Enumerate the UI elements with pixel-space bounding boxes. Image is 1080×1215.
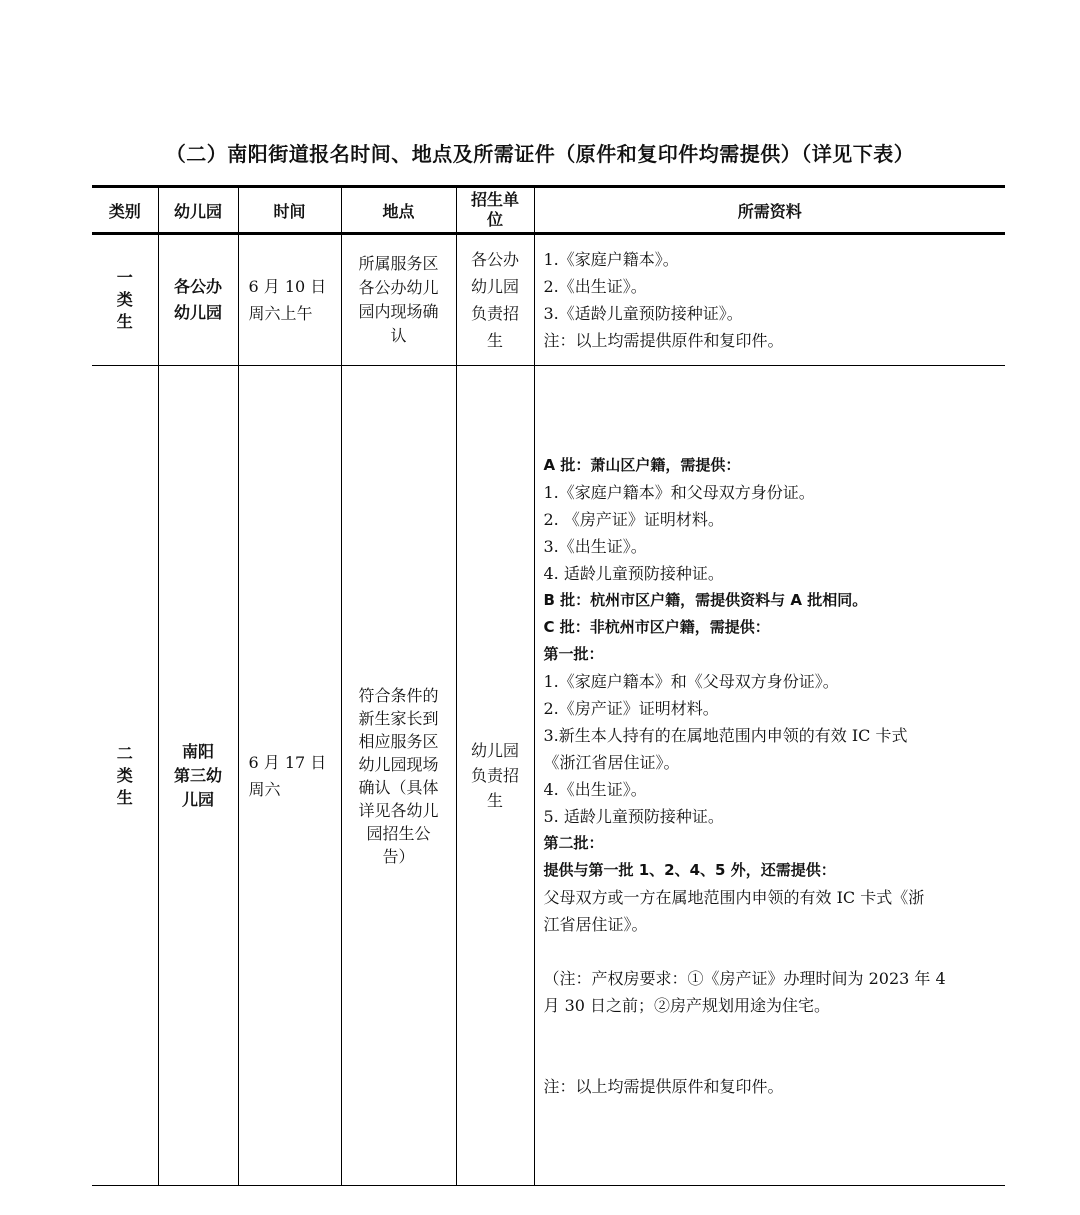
- table-row: [92, 366, 1005, 1186]
- header-unit: 招生单 位: [456, 187, 534, 234]
- row2-materials: A 批：萧山区户籍，需提供： 1.《家庭户籍本》和父母双方身份证。 2. 《房产证》证明材料。 3.《出生证》。 4. 适龄儿童预防接种证。 B 批：杭州市区户籍，需提供资料与 A 批相同。 C 批：非杭州市区户籍，需提供： 第一批： 1.《家庭户籍本》和《父母双方身份证》。 2.《房产证》证明材料。 3.新生本人持有的在属地范围内申领的有效 IC 卡式 《浙江省居住证》。 4.《出生证》。 5. 适龄儿童预防接种证。 第二批： 提供与第一批 1、2、4、5 外，还需提供： 父母双方或一方在属地范围内申领的有效 IC 卡式《浙 江省居住证》。 （注：产权房要求：①《房产证》办理时间为 2023 年 4 月 30 日之前；②房产规划用途为住宅。 注：以上均需提供原件和复印件。: [534, 366, 1005, 1186]
- row1-time: 6 月 10 日 周六上午: [238, 234, 341, 366]
- row1-materials: 1.《家庭户籍本》。 2.《出生证》。 3.《适龄儿童预防接种证》。 注：以上均需提供原件和复印件。: [534, 234, 1005, 366]
- header-category: 类别: [92, 187, 158, 234]
- header-materials: 所需资料: [534, 187, 1005, 234]
- header-time: 时间: [238, 187, 341, 234]
- row2-place: 符合条件的 新生家长到 相应服务区 幼儿园现场 确认（具体 详见各幼儿 园招生公 告）: [341, 366, 456, 1186]
- row1-kindergarten: 各公办 幼儿园: [158, 234, 238, 366]
- row2-time: 6 月 17 日 周六: [238, 366, 341, 1186]
- page-title: （二）南阳街道报名时间、地点及所需证件（原件和复印件均需提供）（详见下表）: [165, 142, 915, 166]
- second-batch-subheading: 提供与第一批 1、2、4、5 外，还需提供：: [543, 860, 836, 879]
- header-place: 地点: [341, 187, 456, 234]
- final-note: 注：以上均需提供原件和复印件。: [543, 1076, 784, 1096]
- batch-a-heading: A 批：萧山区户籍，需提供：: [543, 455, 741, 474]
- registration-table: [92, 185, 1005, 1186]
- row1-category: 一 类 生: [92, 234, 158, 366]
- first-batch-heading: 第一批：: [543, 644, 604, 663]
- row2-kindergarten: 南阳 第三幼 儿园: [158, 366, 238, 1186]
- row1-place: 所属服务区 各公办幼儿 园内现场确 认: [341, 234, 456, 366]
- second-batch-heading: 第二批：: [543, 833, 604, 852]
- table-header-row: [92, 187, 1005, 234]
- batch-c-heading: C 批：非杭州市区户籍，需提供：: [543, 617, 770, 636]
- row2-category: 二 类 生: [92, 366, 158, 1186]
- property-note: （注：产权房要求：①《房产证》办理时间为 2023 年 4: [543, 968, 946, 988]
- batch-b-heading: B 批：杭州市区户籍，需提供资料与 A 批相同。: [543, 590, 868, 609]
- header-kindergarten: 幼儿园: [158, 187, 238, 234]
- row1-unit: 各公办 幼儿园 负责招 生: [456, 234, 534, 366]
- row2-unit: 幼儿园 负责招 生: [456, 366, 534, 1186]
- table-row: [92, 234, 1005, 366]
